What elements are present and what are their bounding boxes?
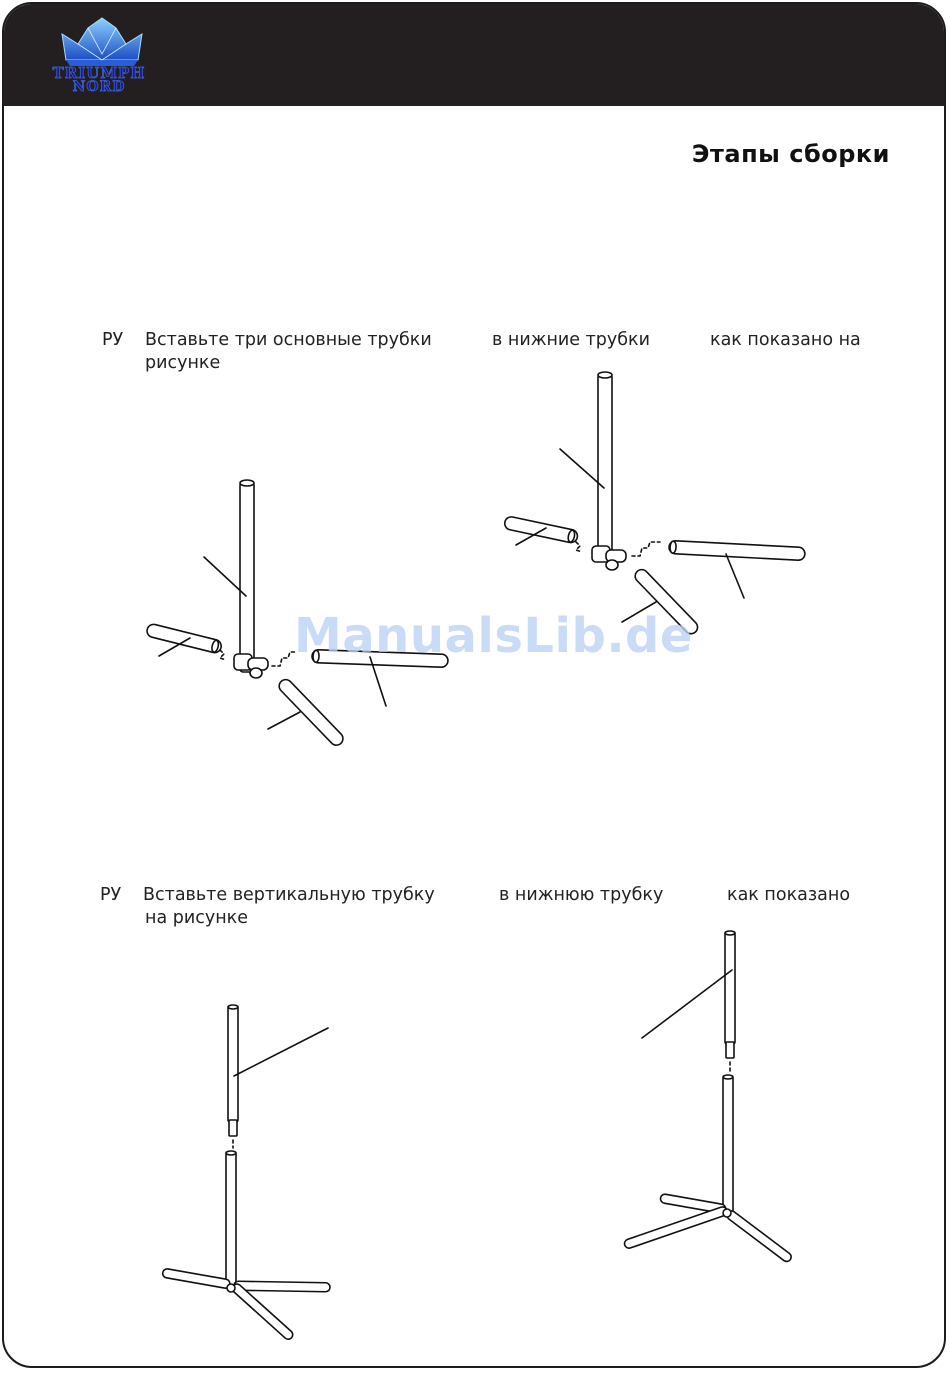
step2-lang-label: РУ [100,885,122,905]
step1-diagram-right [504,372,806,636]
step1-text-part-d: рисунке [145,353,221,373]
tube-top-opening [598,372,612,378]
lower-vertical-tube [723,1076,733,1214]
step1-text-part-c: как показано на [710,330,861,350]
callout-line [642,970,732,1038]
watermark-text: ManualsLib.de [294,608,693,664]
step1-text-part-a: Вставьте три основные трубки [145,330,432,350]
tube-top-opening [226,1151,236,1155]
callout-line [234,1028,328,1076]
logo-text-line2: NORD [72,79,126,95]
left-leg-tube [146,623,223,654]
logo-text-line1: TRIUMPH [52,64,146,82]
lower-vertical-tube [226,1152,236,1288]
page-frame [2,2,946,1368]
tube-top-opening [723,1075,733,1079]
step2-text-part-d: на рисунке [145,908,248,928]
right-leg-tube [234,1281,330,1292]
step2-diagram-right [623,931,793,1263]
tube-top-opening [228,1005,238,1009]
left-leg-tube [623,1206,728,1250]
front-leg-tube [277,677,346,748]
assembly-diagrams [4,4,946,1368]
connector-hub [592,546,626,570]
right-leg-tube [669,540,805,560]
insert-guide-line [272,652,296,666]
callout-line [726,554,744,598]
step2-text-part-c: как показано [727,885,851,905]
upper-vertical-tube [725,932,735,1044]
upper-vertical-tube [228,1006,238,1122]
left-leg-tube [162,1268,231,1289]
left-leg-tube [504,516,579,544]
step2-text-part-a: Вставьте вертикальную трубку [143,885,435,905]
main-vertical-tube [598,374,612,554]
step2-diagram-left [162,1005,330,1341]
main-vertical-tube [240,482,254,672]
callout-line [268,712,300,729]
connector-hub [234,654,268,678]
right-leg-tube [725,1209,793,1263]
insert-guide-line [220,650,226,660]
step1-text-part-b: в нижние трубки [492,330,650,350]
tube-top-opening [240,480,254,486]
tube-insert-end [726,1042,734,1058]
step2-text-part-b: в нижнюю трубку [499,885,664,905]
insert-guide-line [576,542,582,552]
step1-lang-label: РУ [102,330,124,350]
tube-insert-end [229,1120,237,1136]
page-title: Этапы сборки [691,140,890,168]
tube-top-opening [725,931,735,935]
insert-guide-line [632,542,660,556]
